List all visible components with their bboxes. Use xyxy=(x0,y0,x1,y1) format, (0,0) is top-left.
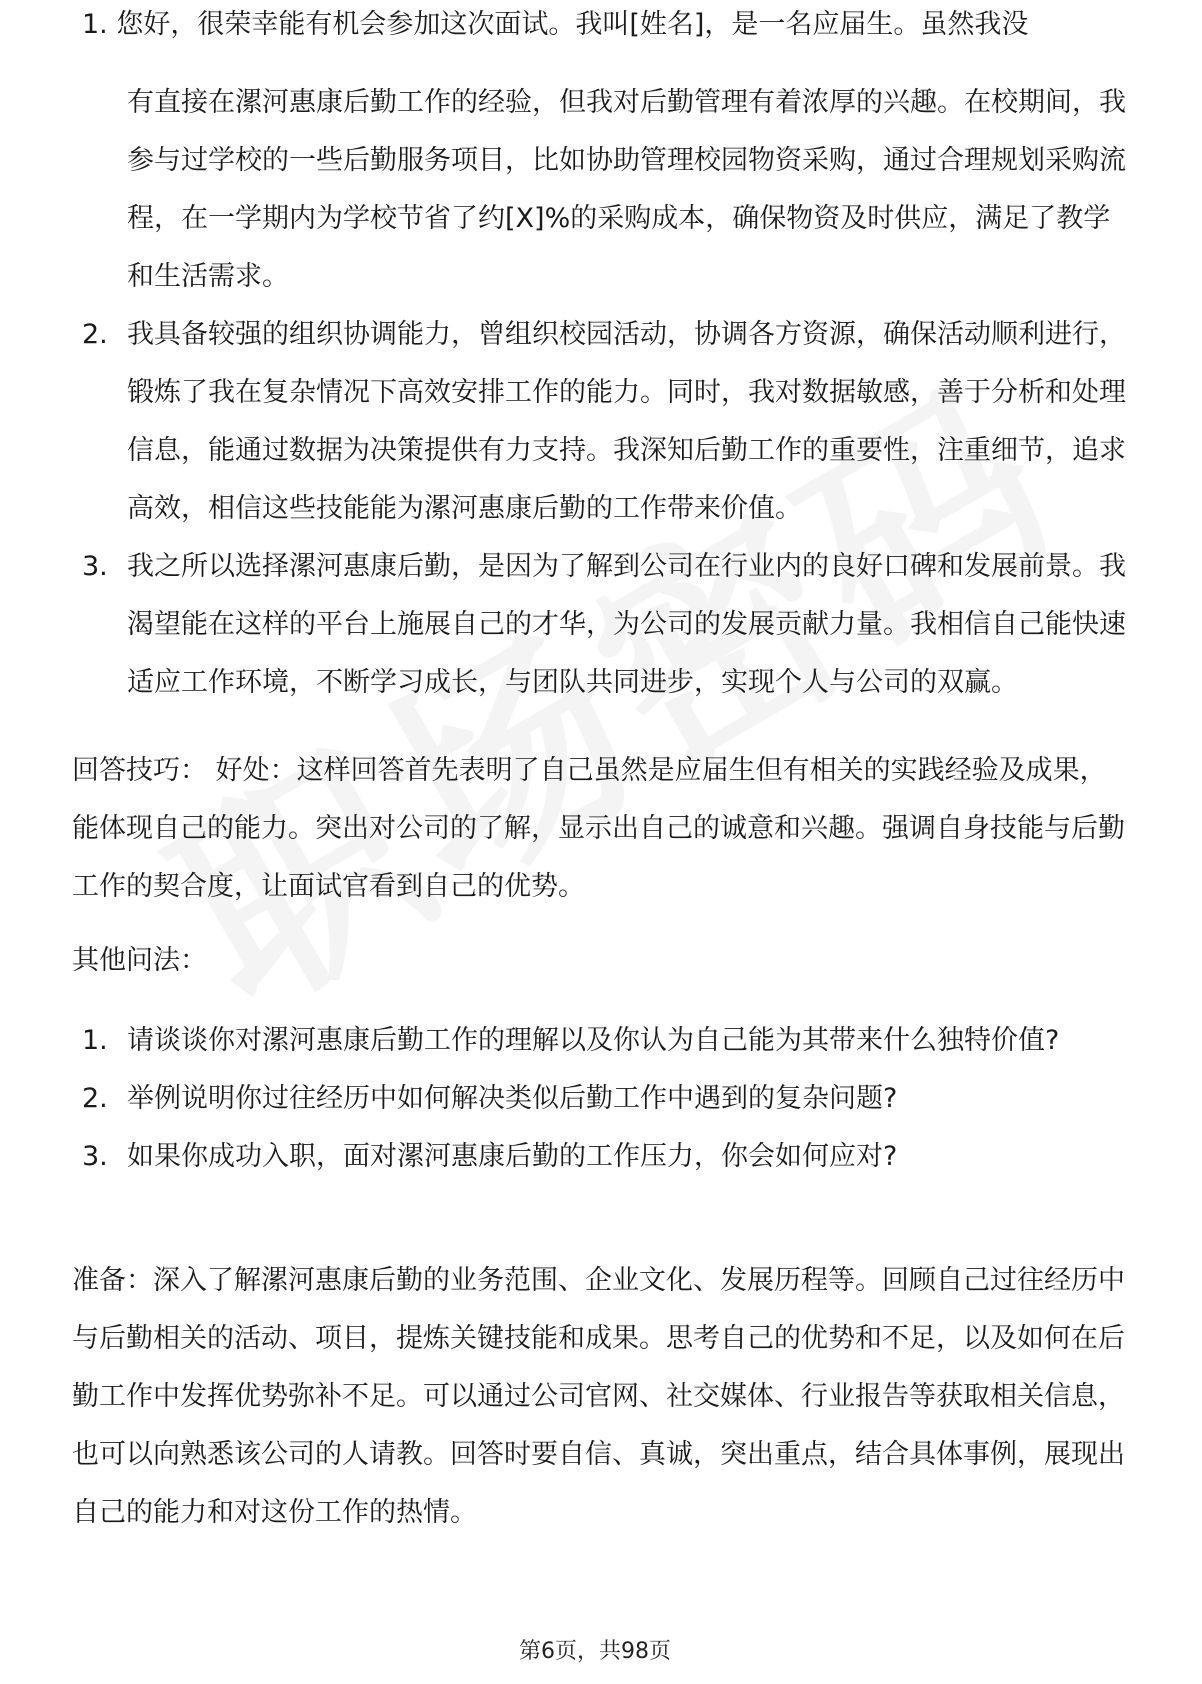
list-item xyxy=(82,1012,1132,1070)
list-item-text: 举例说明你过往经历中如何解决类似后勤工作中遇到的复杂问题? xyxy=(127,1083,898,1114)
list-item-text: 请谈谈你对漯河惠康后勤工作的理解以及你认为自己能为其带来什么独特价值? xyxy=(127,1025,1060,1056)
answer-tips-paragraph: 回答技巧： 好处：这样回答首先表明了自己虽然是应届生但有相关的实践经验及成果，能体现自己的能力。突出对公司的了解，显示出自己的诚意和兴趣。强调自身技能与后勤工作的契合度，让面试官看到自己的优势。 xyxy=(72,755,1125,902)
list-item-text: 我之所以选择漯河惠康后勤，是因为了解到公司在行业内的良好口碑和发展前景。我渴望能在这样的平台上施展自己的才华，为公司的发展贡献力量。我相信自己能快速适应工作环境，不断学习成长，与团队共同进步，实现个人与公司的双赢。 xyxy=(127,551,1126,698)
preparation-paragraph: 准备：深入了解漯河惠康后勤的业务范围、企业文化、发展历程等。回顾自己过往经历中与后勤相关的活动、项目，提炼关键技能和成果。思考自己的优势和不足，以及如何在后勤工作中发挥优势弥补不足。可以通过公司官网、社交媒体、行业报告等获取相关信息，也可以向熟悉该公司的人请教。回答时要自信、真诚，突出重点，结合具体事例，展现出自己的能力和对这份工作的热情。 xyxy=(72,1265,1125,1528)
other-questions-list xyxy=(82,1012,1132,1186)
list-item-text: 我具备较强的组织协调能力，曾组织校园活动，协调各方资源，确保活动顺利进行，锻炼了我在复杂情况下高效安排工作的能力。同时，我对数据敏感，善于分析和处理信息，能通过数据为决策提供有力支持。我深知后勤工作的重要性，注重细节，追求高效，相信这些技能能为漯河惠康后勤的工作带来价值。 xyxy=(127,319,1126,524)
list-item-number: 2. xyxy=(82,1083,108,1114)
cut-off-top-line xyxy=(82,9,1132,64)
list-item xyxy=(82,1128,1132,1186)
list-item-number: 3. xyxy=(82,551,108,582)
list-item-text: 有直接在漯河惠康后勤工作的经验，但我对后勤管理有着浓厚的兴趣。在校期间，我参与过学校的一些后勤服务项目，比如协助管理校园物资采购，通过合理规划采购流程，在一学期内为学校节省了约[X]%的采购成本，确保物资及时供应，满足了教学和生活需求。 xyxy=(127,87,1126,292)
list-item-number: 2. xyxy=(82,319,108,350)
list-item-number: 3. xyxy=(82,1141,108,1172)
cut-off-top-line-text: 1. 您好，很荣幸能有机会参加这次面试。我叫[姓名]，是一名应届生。虽然我没 xyxy=(82,9,1029,40)
list-item xyxy=(82,306,1132,538)
list-item xyxy=(82,538,1132,712)
page-number-footer: 第6页，共98页 xyxy=(519,1639,671,1664)
list-item xyxy=(82,74,1132,306)
answer-list xyxy=(82,74,1132,712)
other-questions-heading: 其他问法： xyxy=(72,945,207,976)
list-item-text: 如果你成功入职，面对漯河惠康后勤的工作压力，你会如何应对? xyxy=(127,1141,898,1172)
list-item xyxy=(82,1070,1132,1128)
list-item-number: 1. xyxy=(82,1025,108,1056)
